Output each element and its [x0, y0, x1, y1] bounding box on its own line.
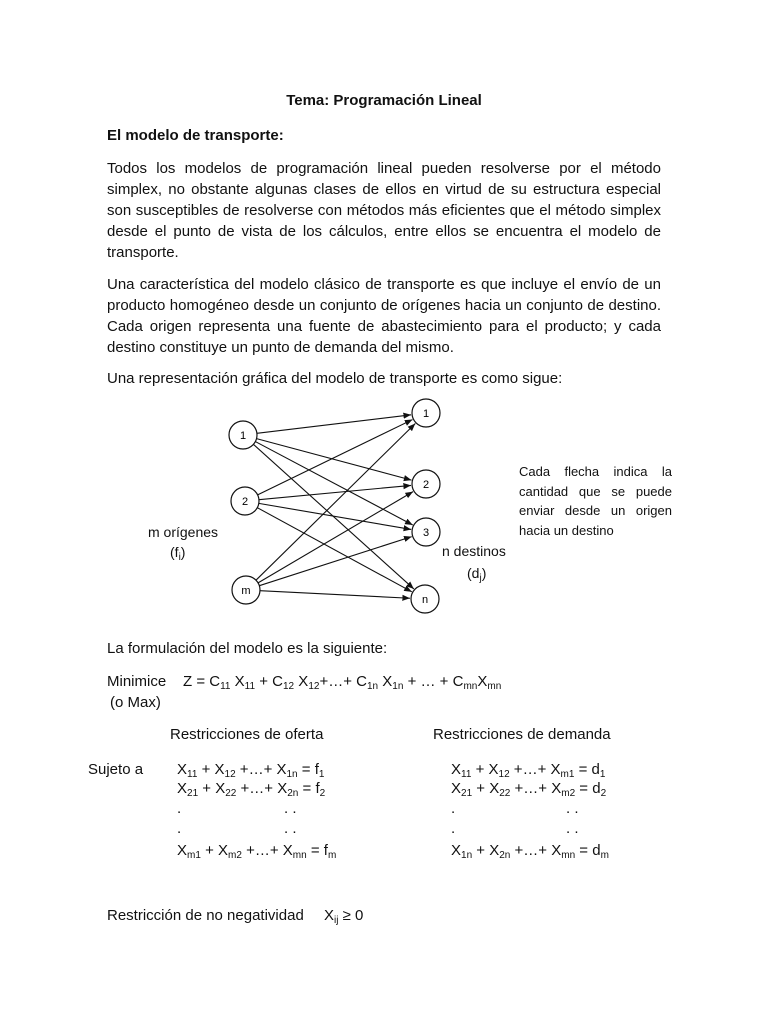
destination-node-2	[412, 470, 440, 498]
arrow-origin-1-to-dest-3	[255, 442, 412, 525]
supply-constraint-m: $X_{m1} + X_{m2}$ +…+ $X_{mn} = f_m$	[177, 842, 337, 861]
demand-ellipsis-left: .	[451, 800, 456, 817]
destination-node-n-label: n	[421, 594, 429, 606]
arrow-origin-m-to-dest-3	[259, 537, 411, 586]
demand-ellipsis-left-2: .	[451, 820, 456, 837]
supply-ellipsis-left: .	[177, 800, 182, 817]
destination-node-3	[412, 518, 440, 546]
page-title: Tema: Programación Lineal	[286, 92, 482, 109]
origin-node-m-label: m	[241, 585, 251, 597]
origin-node-1	[229, 421, 257, 449]
destination-node-1-label: 1	[422, 408, 430, 420]
paragraph-characteristics: Una característica del modelo clásico de transporte es que incluye el envío de un producto homogéneo desde un conjunto de orígenes hacia un conjunto de destino. Cada origen representa una fuente de abastecimiento para el producto; y cada destino constituye un punto de demanda del mismo.	[107, 276, 661, 356]
origin-node-2	[231, 487, 259, 515]
arrow-origin-2-to-dest-2	[259, 485, 411, 499]
nonnegativity-constraint: $X_{ij} \ge 0$	[324, 907, 364, 926]
destination-node-3-label: 3	[422, 527, 430, 539]
demand-constraint-1: $X_{11} + X_{12}$ +…+ $X_{m1} = d_1$	[451, 761, 606, 780]
demand-constraint-2: $X_{21} + X_{22}$ +…+ $X_{m2} = d_2$	[451, 780, 607, 799]
destinations-label: n destinos	[442, 543, 506, 559]
destination-node-1	[412, 399, 440, 427]
arrow-origin-m-to-dest-n	[260, 591, 410, 599]
arrow-origin-m-to-dest-2	[258, 492, 413, 583]
origins-label: m orígenes	[148, 524, 219, 540]
paragraph-intro: Todos los modelos de programación lineal pueden resolverse por el método simplex, no obstante algunas clases de ellos en virtud de su estructura especial son susceptibles de resolverse con métodos más eficientes que el método simplex desde el punto de vista de los cálculos, entre ellos se encuentra el modelo de transporte.	[107, 160, 661, 261]
demand-constraints-heading: Restricciones de demanda	[433, 726, 611, 743]
destination-node-2-label: 2	[422, 479, 430, 491]
supply-constraint-1: $X_{11} + X_{12}$ +…+ $X_{1n} = f_1$	[177, 761, 325, 780]
origin-node-2-label: 2	[241, 496, 249, 508]
diagram-note: Cada flecha indica la cantidad que se puede enviar desde un origen hacia un destino	[519, 464, 672, 538]
subject-to-label: Sujeto a	[88, 761, 144, 778]
diagram-intro-text: Una representación gráfica del modelo de transporte es como sigue:	[107, 370, 563, 387]
demand-ellipsis-right-2: . .	[566, 820, 579, 837]
supply-ellipsis-left-2: .	[177, 820, 182, 837]
destinations-symbol: $(d_j)$	[467, 565, 487, 584]
objective-label: Minimice	[107, 673, 167, 690]
origins-symbol: $(f_i)$	[170, 544, 186, 563]
objective-function: $Z = C_{11}$ $X_{11} + C_{12}$ $X_{12}+\dots+ C_{1n}$ $X_{1n}$ + … + $C_{mn}X_{mn}$	[183, 673, 502, 692]
objective-alt: (o Max)	[110, 694, 161, 711]
supply-constraint-2: $X_{21} + X_{22}$ +…+ $X_{2n} = f_2$	[177, 780, 326, 799]
supply-constraints-heading: Restricciones de oferta	[170, 726, 324, 743]
formulation-intro: La formulación del modelo es la siguiente:	[107, 640, 388, 657]
origin-node-1-label: 1	[239, 430, 247, 442]
demand-constraint-n: $X_{1n} + X_{2n}$ +…+ $X_{mn} = d_m$	[451, 842, 609, 861]
destination-node-n	[411, 585, 439, 613]
arrow-origin-1-to-dest-1	[257, 415, 411, 434]
nonnegativity-label: Restricción de no negatividad	[107, 907, 304, 924]
origin-node-m	[232, 576, 260, 604]
arrow-origin-2-to-dest-3	[259, 503, 411, 529]
section-heading: El modelo de transporte:	[107, 127, 284, 144]
supply-ellipsis-right: . .	[284, 800, 297, 817]
demand-ellipsis-right: . .	[566, 800, 579, 817]
arrow-origin-1-to-dest-2	[257, 439, 412, 480]
supply-ellipsis-right-2: . .	[284, 820, 297, 837]
arrow-origin-m-to-dest-1	[256, 424, 415, 581]
